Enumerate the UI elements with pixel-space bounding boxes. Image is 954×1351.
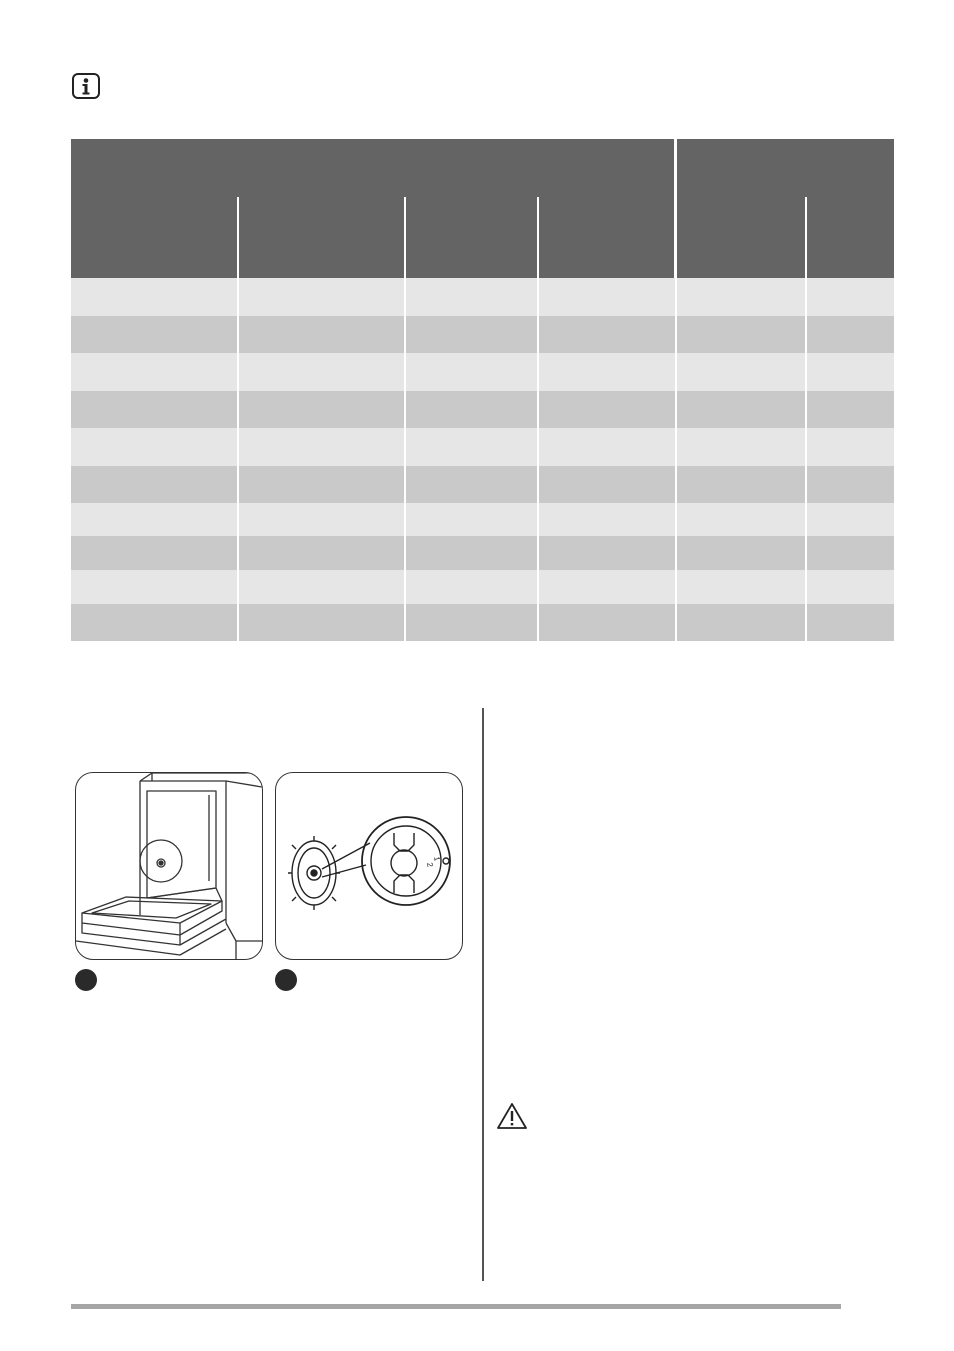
- table-row: [71, 570, 894, 604]
- table-row: [71, 353, 894, 391]
- footer-rule: [71, 1304, 841, 1309]
- warning-icon: [496, 1102, 528, 1130]
- dial-mark-1: 1: [432, 855, 442, 862]
- table-row: [71, 503, 894, 536]
- water-hardness-table: [71, 139, 894, 641]
- table-row: [71, 536, 894, 570]
- figure-number-badge: [75, 969, 97, 991]
- table-row: [71, 466, 894, 503]
- table-row: [71, 604, 894, 641]
- table-row: [71, 391, 894, 428]
- table-header: [71, 139, 894, 278]
- table-row: [71, 428, 894, 466]
- figure-number-badge: [275, 969, 297, 991]
- table-row: [71, 278, 894, 316]
- figure-softener-dial: [275, 772, 463, 960]
- info-icon: [72, 73, 100, 99]
- figure-dishwasher-open: [75, 772, 263, 960]
- table-row: [71, 316, 894, 353]
- dishwasher-illustration: [76, 773, 262, 959]
- dial-mark-2: 2: [425, 861, 435, 868]
- column-divider: [482, 708, 484, 1281]
- softener-dial-illustration: [276, 773, 462, 959]
